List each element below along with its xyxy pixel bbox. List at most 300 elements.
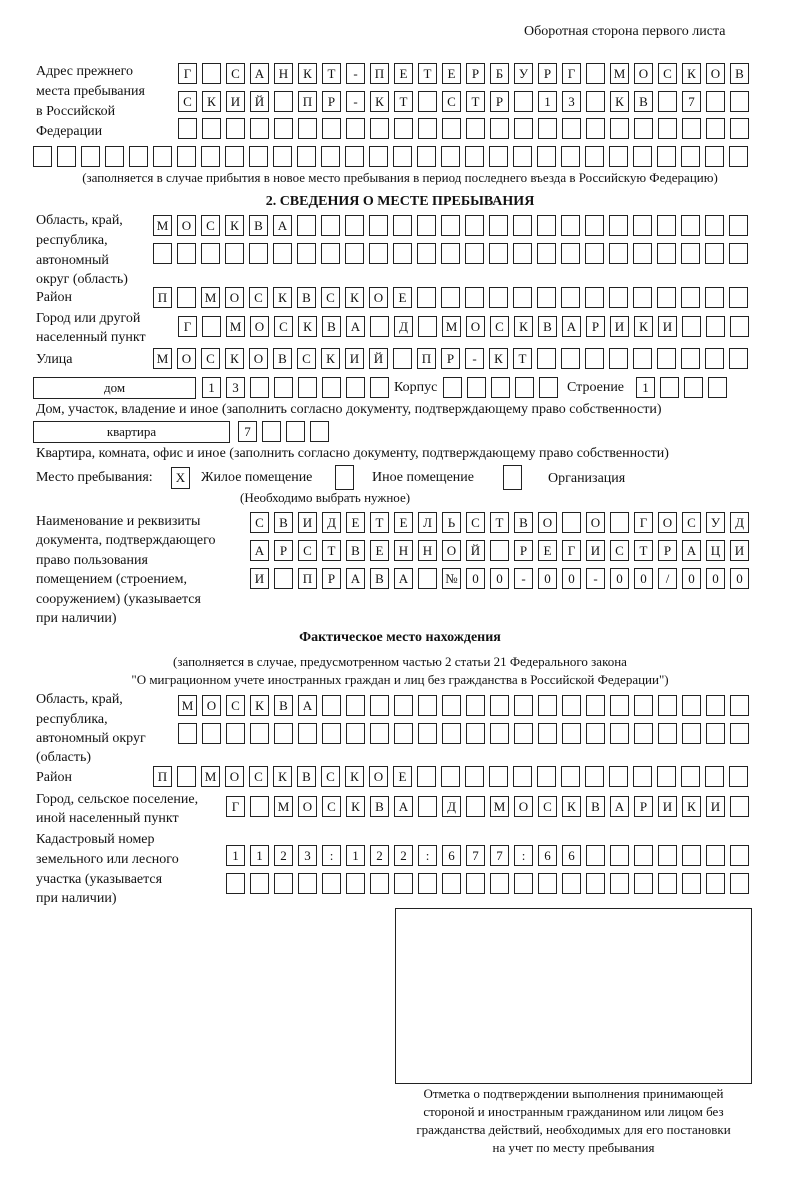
char-cell[interactable] xyxy=(370,873,389,894)
char-cell[interactable]: О xyxy=(634,63,653,84)
char-cell[interactable] xyxy=(202,723,221,744)
char-cell[interactable] xyxy=(610,512,629,533)
char-cell[interactable]: № xyxy=(442,568,461,589)
char-cell[interactable] xyxy=(634,845,653,866)
char-cell[interactable]: 0 xyxy=(562,568,581,589)
char-cell[interactable]: В xyxy=(249,215,268,236)
char-cell[interactable]: 1 xyxy=(226,845,245,866)
char-cell[interactable] xyxy=(684,377,703,398)
char-cell[interactable] xyxy=(178,118,197,139)
char-cell[interactable]: П xyxy=(153,766,172,787)
char-cell[interactable]: О xyxy=(658,512,677,533)
char-cell[interactable]: С xyxy=(249,287,268,308)
char-cell[interactable] xyxy=(705,766,724,787)
char-cell[interactable]: Т xyxy=(322,540,341,561)
char-cell[interactable]: И xyxy=(586,540,605,561)
char-cell[interactable]: 0 xyxy=(538,568,557,589)
char-cell[interactable] xyxy=(466,796,485,817)
char-cell[interactable] xyxy=(705,287,724,308)
char-cell[interactable]: В xyxy=(370,796,389,817)
char-cell[interactable] xyxy=(274,723,293,744)
char-cell[interactable] xyxy=(250,377,269,398)
char-cell[interactable] xyxy=(561,348,580,369)
char-cell[interactable] xyxy=(609,146,628,167)
char-cell[interactable]: А xyxy=(298,695,317,716)
char-cell[interactable] xyxy=(610,118,629,139)
char-cell[interactable] xyxy=(274,91,293,112)
char-cell[interactable] xyxy=(33,146,52,167)
char-cell[interactable] xyxy=(537,348,556,369)
char-cell[interactable]: К xyxy=(225,215,244,236)
char-cell[interactable] xyxy=(202,316,221,337)
char-cell[interactable] xyxy=(634,695,653,716)
char-cell[interactable] xyxy=(658,873,677,894)
char-cell[interactable] xyxy=(658,91,677,112)
char-cell[interactable] xyxy=(706,723,725,744)
char-cell[interactable] xyxy=(585,348,604,369)
char-cell[interactable] xyxy=(394,873,413,894)
char-cell[interactable] xyxy=(490,118,509,139)
char-cell[interactable]: 3 xyxy=(226,377,245,398)
char-cell[interactable]: К xyxy=(250,695,269,716)
char-cell[interactable]: 3 xyxy=(562,91,581,112)
char-cell[interactable]: 0 xyxy=(490,568,509,589)
char-cell[interactable]: / xyxy=(658,568,677,589)
char-cell[interactable] xyxy=(441,287,460,308)
char-cell[interactable] xyxy=(394,118,413,139)
char-cell[interactable]: А xyxy=(346,316,365,337)
char-cell[interactable]: 7 xyxy=(238,421,257,442)
char-cell[interactable] xyxy=(658,723,677,744)
char-cell[interactable] xyxy=(346,118,365,139)
char-cell[interactable]: 0 xyxy=(634,568,653,589)
char-cell[interactable] xyxy=(490,540,509,561)
char-cell[interactable]: Т xyxy=(418,63,437,84)
char-cell[interactable] xyxy=(250,873,269,894)
char-cell[interactable] xyxy=(730,316,749,337)
char-cell[interactable]: О xyxy=(706,63,725,84)
char-cell[interactable]: Р xyxy=(658,540,677,561)
char-cell[interactable]: Т xyxy=(634,540,653,561)
char-cell[interactable]: Е xyxy=(346,512,365,533)
char-cell[interactable] xyxy=(490,695,509,716)
char-cell[interactable]: К xyxy=(682,63,701,84)
char-cell[interactable]: В xyxy=(514,512,533,533)
char-cell[interactable]: Д xyxy=(322,512,341,533)
char-cell[interactable]: С xyxy=(658,63,677,84)
char-cell[interactable] xyxy=(297,215,316,236)
char-cell[interactable] xyxy=(321,243,340,264)
char-cell[interactable]: М xyxy=(226,316,245,337)
char-cell[interactable]: О xyxy=(466,316,485,337)
char-cell[interactable]: И xyxy=(250,568,269,589)
char-cell[interactable] xyxy=(442,695,461,716)
char-cell[interactable] xyxy=(443,377,462,398)
char-cell[interactable] xyxy=(225,146,244,167)
char-cell[interactable] xyxy=(489,215,508,236)
char-cell[interactable] xyxy=(513,287,532,308)
char-cell[interactable]: О xyxy=(442,540,461,561)
char-cell[interactable] xyxy=(586,63,605,84)
char-cell[interactable] xyxy=(370,377,389,398)
char-cell[interactable]: П xyxy=(417,348,436,369)
char-cell[interactable]: О xyxy=(202,695,221,716)
char-cell[interactable] xyxy=(201,146,220,167)
char-cell[interactable] xyxy=(393,146,412,167)
char-cell[interactable] xyxy=(465,215,484,236)
char-cell[interactable] xyxy=(345,146,364,167)
char-cell[interactable]: М xyxy=(610,63,629,84)
char-cell[interactable]: О xyxy=(249,348,268,369)
char-cell[interactable] xyxy=(177,766,196,787)
char-cell[interactable]: М xyxy=(442,316,461,337)
char-cell[interactable]: И xyxy=(730,540,749,561)
char-cell[interactable]: 2 xyxy=(394,845,413,866)
char-cell[interactable] xyxy=(250,723,269,744)
char-cell[interactable]: О xyxy=(225,287,244,308)
char-cell[interactable]: И xyxy=(658,796,677,817)
char-cell[interactable]: М xyxy=(490,796,509,817)
char-cell[interactable] xyxy=(465,146,484,167)
char-cell[interactable] xyxy=(706,316,725,337)
char-cell[interactable]: С xyxy=(682,512,701,533)
char-cell[interactable] xyxy=(226,723,245,744)
char-cell[interactable]: К xyxy=(345,287,364,308)
char-cell[interactable] xyxy=(225,243,244,264)
char-cell[interactable]: И xyxy=(610,316,629,337)
char-cell[interactable] xyxy=(489,287,508,308)
char-cell[interactable] xyxy=(202,63,221,84)
char-cell[interactable]: 1 xyxy=(346,845,365,866)
char-cell[interactable]: О xyxy=(369,766,388,787)
char-cell[interactable]: 0 xyxy=(730,568,749,589)
char-cell[interactable] xyxy=(370,118,389,139)
char-cell[interactable] xyxy=(346,873,365,894)
char-cell[interactable] xyxy=(514,873,533,894)
char-cell[interactable] xyxy=(274,118,293,139)
char-cell[interactable]: С xyxy=(297,348,316,369)
char-cell[interactable] xyxy=(370,316,389,337)
char-cell[interactable]: М xyxy=(201,287,220,308)
char-cell[interactable]: : xyxy=(514,845,533,866)
char-cell[interactable] xyxy=(658,845,677,866)
char-cell[interactable]: А xyxy=(346,568,365,589)
char-cell[interactable] xyxy=(561,215,580,236)
char-cell[interactable] xyxy=(729,348,748,369)
char-cell[interactable]: 0 xyxy=(706,568,725,589)
char-cell[interactable] xyxy=(513,766,532,787)
char-cell[interactable] xyxy=(682,118,701,139)
char-cell[interactable]: 6 xyxy=(442,845,461,866)
char-cell[interactable]: 0 xyxy=(682,568,701,589)
char-cell[interactable]: Г xyxy=(562,63,581,84)
char-cell[interactable] xyxy=(706,845,725,866)
char-cell[interactable] xyxy=(561,766,580,787)
char-cell[interactable] xyxy=(562,695,581,716)
char-cell[interactable] xyxy=(634,118,653,139)
char-cell[interactable]: М xyxy=(153,348,172,369)
char-cell[interactable] xyxy=(346,723,365,744)
char-cell[interactable] xyxy=(514,723,533,744)
other-premises-checkbox[interactable] xyxy=(335,465,354,490)
char-cell[interactable] xyxy=(681,243,700,264)
char-cell[interactable] xyxy=(634,873,653,894)
char-cell[interactable]: С xyxy=(249,766,268,787)
char-cell[interactable] xyxy=(586,118,605,139)
char-cell[interactable]: - xyxy=(346,63,365,84)
char-cell[interactable]: П xyxy=(298,91,317,112)
char-cell[interactable]: Н xyxy=(274,63,293,84)
char-cell[interactable]: К xyxy=(370,91,389,112)
char-cell[interactable] xyxy=(286,421,305,442)
char-cell[interactable]: К xyxy=(682,796,701,817)
char-cell[interactable]: С xyxy=(321,766,340,787)
char-cell[interactable]: Р xyxy=(586,316,605,337)
char-cell[interactable]: Д xyxy=(730,512,749,533)
char-cell[interactable]: Т xyxy=(322,63,341,84)
char-cell[interactable] xyxy=(586,723,605,744)
char-cell[interactable] xyxy=(729,146,748,167)
char-cell[interactable]: : xyxy=(418,845,437,866)
char-cell[interactable]: Т xyxy=(394,91,413,112)
char-cell[interactable]: И xyxy=(298,512,317,533)
char-cell[interactable]: К xyxy=(610,91,629,112)
char-cell[interactable]: Т xyxy=(490,512,509,533)
char-cell[interactable] xyxy=(441,243,460,264)
char-cell[interactable] xyxy=(369,243,388,264)
char-cell[interactable] xyxy=(706,91,725,112)
char-cell[interactable] xyxy=(585,766,604,787)
char-cell[interactable]: О xyxy=(177,348,196,369)
char-cell[interactable]: Е xyxy=(370,540,389,561)
char-cell[interactable] xyxy=(705,146,724,167)
char-cell[interactable]: Т xyxy=(513,348,532,369)
char-cell[interactable] xyxy=(538,873,557,894)
char-cell[interactable] xyxy=(418,723,437,744)
char-cell[interactable] xyxy=(250,796,269,817)
char-cell[interactable]: Й xyxy=(466,540,485,561)
char-cell[interactable] xyxy=(537,215,556,236)
char-cell[interactable]: Г xyxy=(178,63,197,84)
char-cell[interactable]: С xyxy=(274,316,293,337)
char-cell[interactable] xyxy=(418,796,437,817)
char-cell[interactable]: Г xyxy=(226,796,245,817)
char-cell[interactable]: М xyxy=(178,695,197,716)
char-cell[interactable]: Й xyxy=(250,91,269,112)
char-cell[interactable] xyxy=(417,215,436,236)
char-cell[interactable] xyxy=(660,377,679,398)
char-cell[interactable] xyxy=(730,695,749,716)
char-cell[interactable] xyxy=(729,287,748,308)
char-cell[interactable] xyxy=(537,243,556,264)
char-cell[interactable]: Р xyxy=(322,568,341,589)
char-cell[interactable] xyxy=(586,873,605,894)
char-cell[interactable] xyxy=(561,287,580,308)
char-cell[interactable]: Р xyxy=(538,63,557,84)
char-cell[interactable]: К xyxy=(514,316,533,337)
char-cell[interactable]: Ц xyxy=(706,540,725,561)
char-cell[interactable] xyxy=(681,146,700,167)
char-cell[interactable] xyxy=(177,243,196,264)
char-cell[interactable]: 7 xyxy=(466,845,485,866)
char-cell[interactable] xyxy=(250,118,269,139)
char-cell[interactable]: О xyxy=(538,512,557,533)
char-cell[interactable]: А xyxy=(250,63,269,84)
char-cell[interactable] xyxy=(610,695,629,716)
char-cell[interactable] xyxy=(730,723,749,744)
char-cell[interactable] xyxy=(345,243,364,264)
char-cell[interactable]: - xyxy=(586,568,605,589)
char-cell[interactable]: 1 xyxy=(202,377,221,398)
char-cell[interactable] xyxy=(657,215,676,236)
char-cell[interactable] xyxy=(705,243,724,264)
char-cell[interactable] xyxy=(441,215,460,236)
char-cell[interactable]: О xyxy=(250,316,269,337)
char-cell[interactable]: Г xyxy=(178,316,197,337)
char-cell[interactable] xyxy=(442,118,461,139)
char-cell[interactable] xyxy=(682,695,701,716)
char-cell[interactable] xyxy=(585,287,604,308)
char-cell[interactable] xyxy=(490,873,509,894)
char-cell[interactable] xyxy=(298,723,317,744)
char-cell[interactable] xyxy=(418,118,437,139)
char-cell[interactable] xyxy=(562,512,581,533)
char-cell[interactable] xyxy=(585,243,604,264)
char-cell[interactable]: - xyxy=(514,568,533,589)
char-cell[interactable]: В xyxy=(322,316,341,337)
char-cell[interactable] xyxy=(706,873,725,894)
char-cell[interactable] xyxy=(537,287,556,308)
char-cell[interactable]: - xyxy=(346,91,365,112)
char-cell[interactable] xyxy=(322,873,341,894)
char-cell[interactable]: 2 xyxy=(370,845,389,866)
char-cell[interactable]: К xyxy=(273,287,292,308)
char-cell[interactable] xyxy=(705,348,724,369)
char-cell[interactable]: 3 xyxy=(298,845,317,866)
char-cell[interactable] xyxy=(465,287,484,308)
char-cell[interactable]: И xyxy=(706,796,725,817)
char-cell[interactable]: С xyxy=(490,316,509,337)
char-cell[interactable] xyxy=(633,287,652,308)
char-cell[interactable] xyxy=(249,146,268,167)
char-cell[interactable] xyxy=(298,873,317,894)
char-cell[interactable] xyxy=(418,873,437,894)
char-cell[interactable] xyxy=(658,118,677,139)
char-cell[interactable]: И xyxy=(345,348,364,369)
char-cell[interactable]: Р xyxy=(490,91,509,112)
char-cell[interactable] xyxy=(417,243,436,264)
char-cell[interactable]: О xyxy=(586,512,605,533)
char-cell[interactable] xyxy=(226,118,245,139)
char-cell[interactable]: 6 xyxy=(538,845,557,866)
char-cell[interactable]: С xyxy=(226,63,245,84)
char-cell[interactable]: В xyxy=(297,287,316,308)
char-cell[interactable] xyxy=(609,348,628,369)
char-cell[interactable] xyxy=(513,215,532,236)
char-cell[interactable] xyxy=(346,695,365,716)
char-cell[interactable] xyxy=(465,766,484,787)
char-cell[interactable]: Р xyxy=(514,540,533,561)
char-cell[interactable]: К xyxy=(489,348,508,369)
char-cell[interactable] xyxy=(418,568,437,589)
char-cell[interactable] xyxy=(178,723,197,744)
char-cell[interactable] xyxy=(81,146,100,167)
char-cell[interactable] xyxy=(369,146,388,167)
char-cell[interactable] xyxy=(466,695,485,716)
char-cell[interactable]: М xyxy=(153,215,172,236)
char-cell[interactable]: В xyxy=(274,695,293,716)
char-cell[interactable] xyxy=(273,146,292,167)
char-cell[interactable] xyxy=(274,873,293,894)
char-cell[interactable]: Й xyxy=(369,348,388,369)
char-cell[interactable]: И xyxy=(226,91,245,112)
char-cell[interactable] xyxy=(609,215,628,236)
char-cell[interactable] xyxy=(610,845,629,866)
char-cell[interactable] xyxy=(681,766,700,787)
char-cell[interactable]: Е xyxy=(393,766,412,787)
char-cell[interactable]: Е xyxy=(538,540,557,561)
char-cell[interactable] xyxy=(262,421,281,442)
char-cell[interactable] xyxy=(321,146,340,167)
char-cell[interactable] xyxy=(418,316,437,337)
char-cell[interactable]: П xyxy=(298,568,317,589)
char-cell[interactable] xyxy=(657,146,676,167)
char-cell[interactable] xyxy=(729,766,748,787)
char-cell[interactable] xyxy=(417,766,436,787)
char-cell[interactable] xyxy=(634,723,653,744)
char-cell[interactable] xyxy=(57,146,76,167)
char-cell[interactable]: Е xyxy=(394,512,413,533)
char-cell[interactable]: Г xyxy=(634,512,653,533)
char-cell[interactable] xyxy=(537,766,556,787)
char-cell[interactable] xyxy=(274,568,293,589)
char-cell[interactable] xyxy=(657,766,676,787)
char-cell[interactable] xyxy=(539,377,558,398)
char-cell[interactable]: К xyxy=(634,316,653,337)
char-cell[interactable]: К xyxy=(298,316,317,337)
char-cell[interactable] xyxy=(729,243,748,264)
char-cell[interactable] xyxy=(729,215,748,236)
house-type-field[interactable]: дом xyxy=(33,377,196,399)
char-cell[interactable]: К xyxy=(345,766,364,787)
char-cell[interactable] xyxy=(466,723,485,744)
char-cell[interactable] xyxy=(562,118,581,139)
char-cell[interactable] xyxy=(418,695,437,716)
char-cell[interactable] xyxy=(153,146,172,167)
char-cell[interactable] xyxy=(322,377,341,398)
char-cell[interactable] xyxy=(370,695,389,716)
char-cell[interactable] xyxy=(681,215,700,236)
char-cell[interactable] xyxy=(633,243,652,264)
char-cell[interactable]: А xyxy=(682,540,701,561)
char-cell[interactable] xyxy=(513,243,532,264)
char-cell[interactable] xyxy=(609,287,628,308)
char-cell[interactable]: С xyxy=(538,796,557,817)
char-cell[interactable]: А xyxy=(562,316,581,337)
char-cell[interactable] xyxy=(346,377,365,398)
char-cell[interactable] xyxy=(321,215,340,236)
char-cell[interactable]: Р xyxy=(441,348,460,369)
char-cell[interactable] xyxy=(633,215,652,236)
char-cell[interactable]: 1 xyxy=(538,91,557,112)
char-cell[interactable] xyxy=(633,146,652,167)
char-cell[interactable]: Н xyxy=(394,540,413,561)
char-cell[interactable]: В xyxy=(730,63,749,84)
char-cell[interactable] xyxy=(682,845,701,866)
char-cell[interactable] xyxy=(489,243,508,264)
char-cell[interactable] xyxy=(465,243,484,264)
char-cell[interactable]: В xyxy=(634,91,653,112)
